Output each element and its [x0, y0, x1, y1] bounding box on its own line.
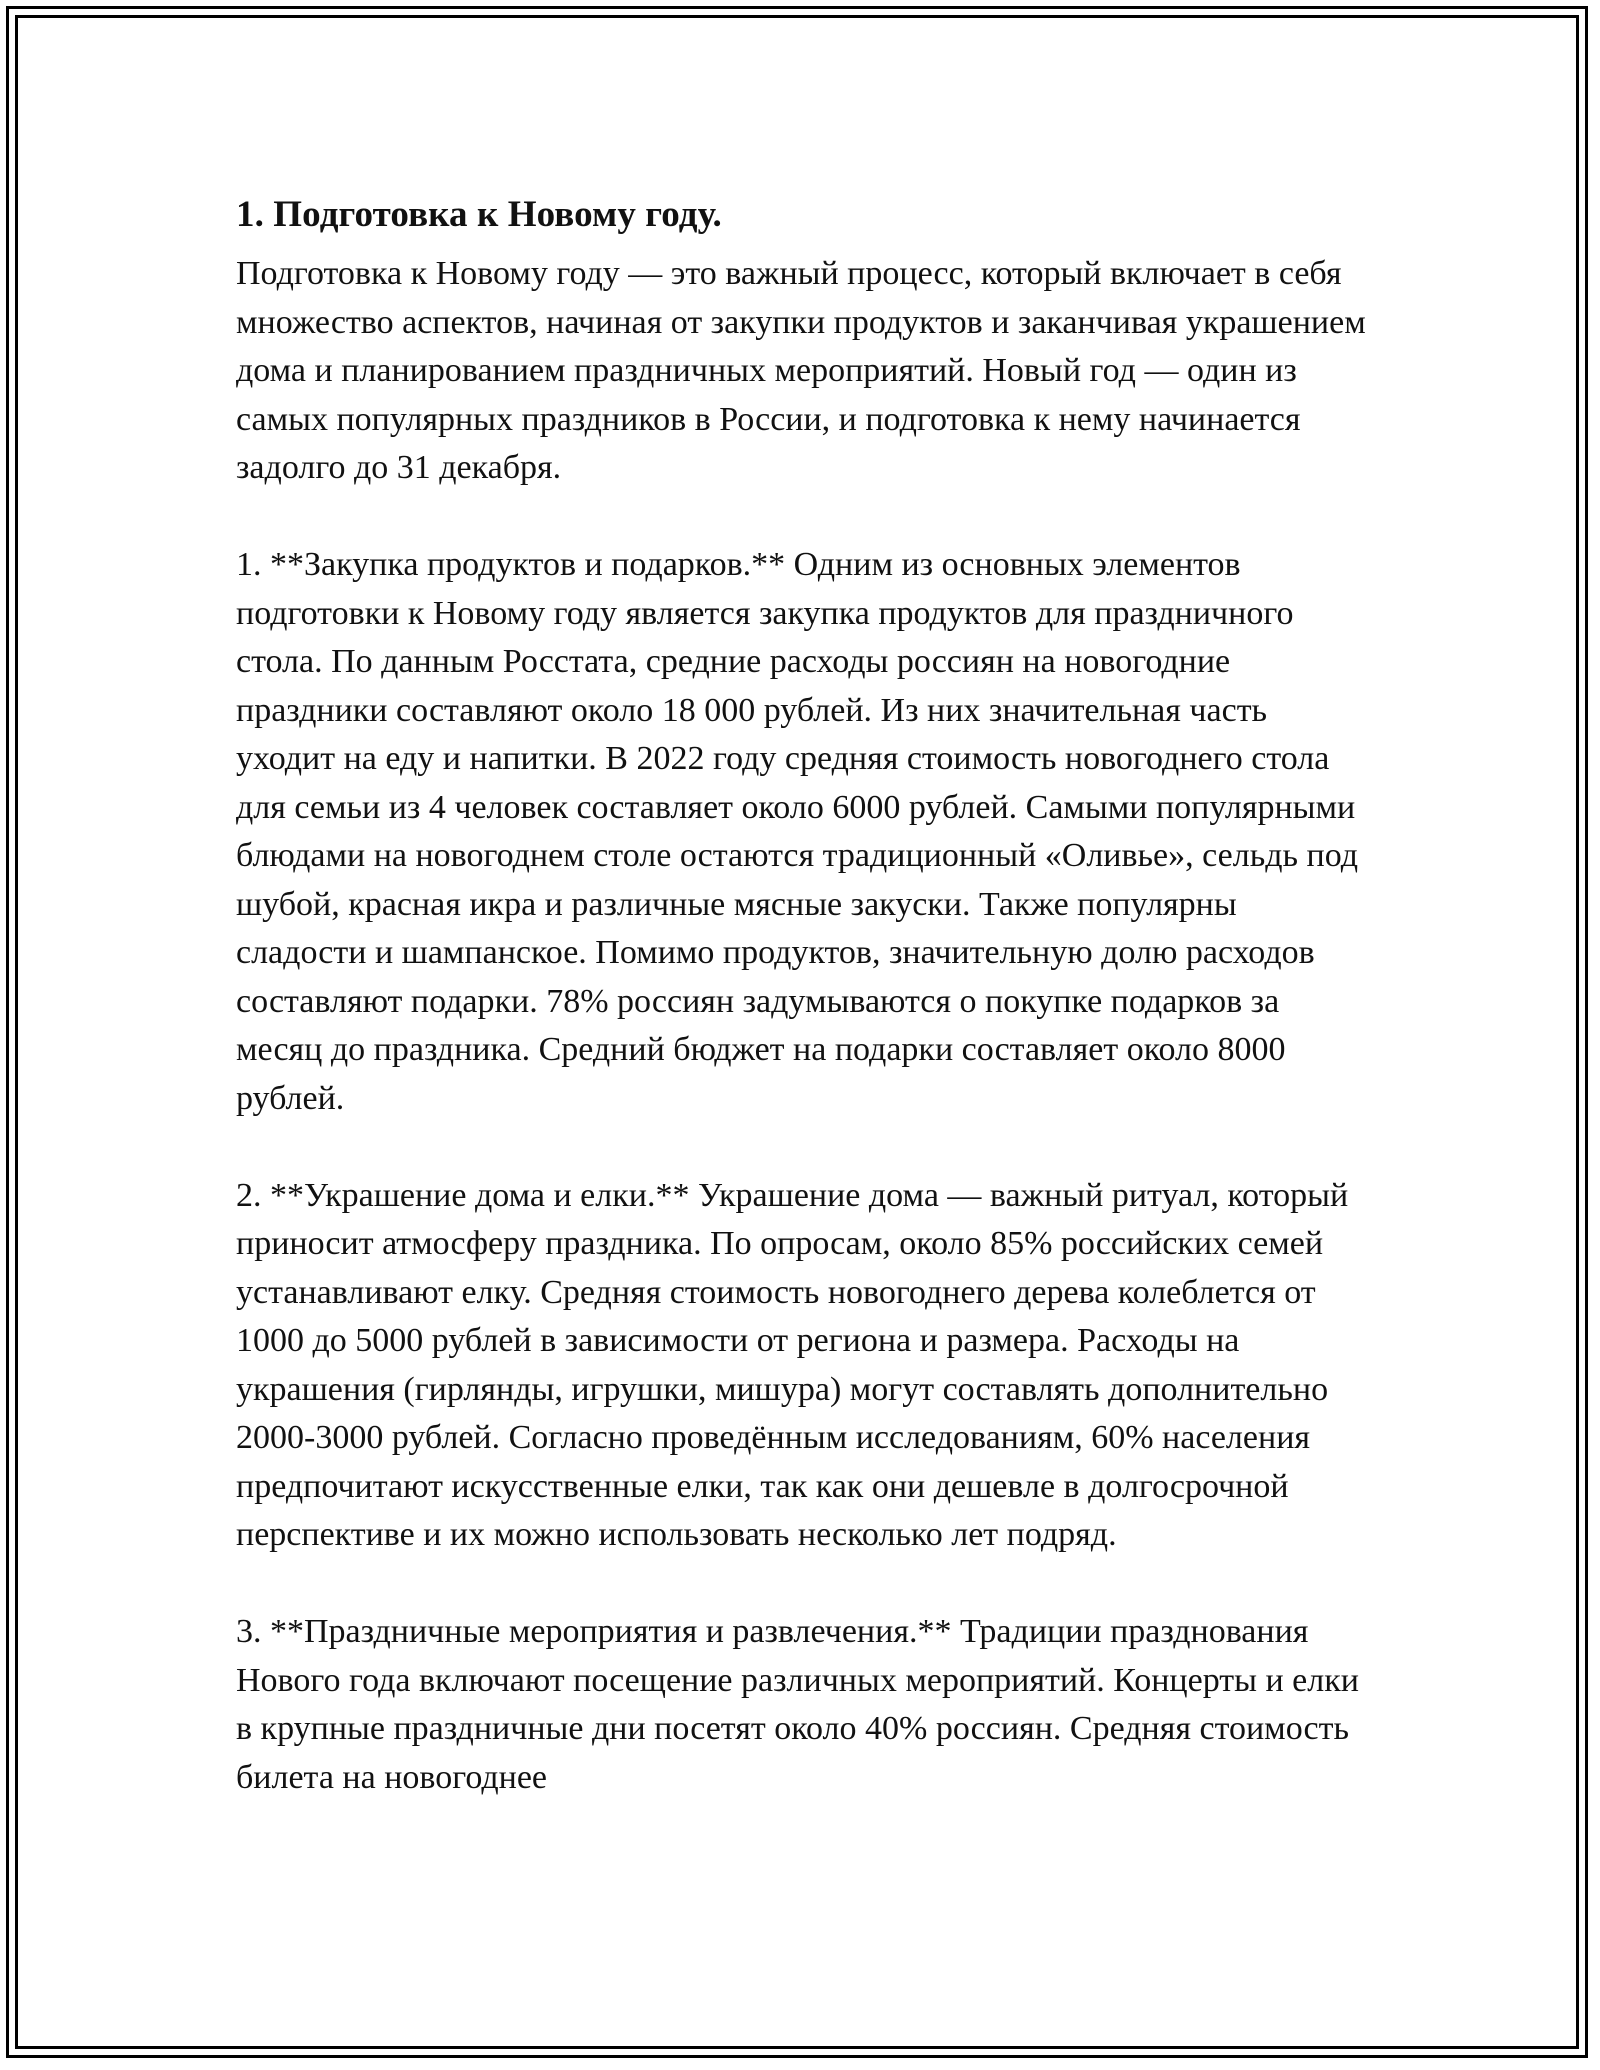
section-heading: 1. Подготовка к Новому году. — [236, 194, 722, 235]
paragraph-decoration: 2. **Украшение дома и елки.** Украшение дома — важный ритуал, который приносит атмосферу праздника. По опросам, около 85% российских семей устанавливают елку. Средняя стоимость новогоднего дерева колеблется от 1000 до 5000 рублей в зависимости от региона и размера. Расходы на украшения (гирлянды, игрушки, мишура) могут составлять дополнительно 2000-3000 рублей. Согласно проведённым исследованиям, 60% населения предпочитают искусственные елки, так как они дешевле в долгосрочной перспективе и их можно использовать несколько лет подряд. — [236, 1176, 1349, 1553]
document-body — [236, 186, 1366, 1802]
paragraph-events: 3. **Праздничные мероприятия и развлечения.** Традиции празднования Нового года включают посещение различных мероприятий. Концерты и елки в крупные праздничные дни посетят около 40% россиян. Средняя стоимость билета на новогоднее — [236, 1613, 1359, 1796]
paragraph-purchases: 1. **Закупка продуктов и подарков.** Одним из основных элементов подготовки к Новому году является закупка продуктов для праздничного стола. По данным Росстата, средние расходы россиян на новогодние праздники составляют около 18 000 рублей. Из них значительная часть уходит на еду и напитки. В 2022 году средняя стоимость новогоднего стола для семьи из 4 человек составляет около 6000 рублей. Самыми популярными блюдами на новогоднем столе остаются традиционный «Оливье», сельдь под шубой, красная икра и различные мясные закуски. Также популярны сладости и шампанское. Помимо продуктов, значительную долю расходов составляют подарки. 78% россиян задумываются о покупке подарков за месяц до праздника. Средний бюджет на подарки составляет около 8000 рублей. — [236, 546, 1359, 1117]
paragraph-intro: Подготовка к Новому году — это важный процесс, который включает в себя множество аспектов, начиная от закупки продуктов и заканчивая украшением дома и планированием праздничных мероприятий. Новый год — один из самых популярных праздников в России, и подготовка к нему начинается задолго до 31 декабря. — [236, 255, 1366, 486]
